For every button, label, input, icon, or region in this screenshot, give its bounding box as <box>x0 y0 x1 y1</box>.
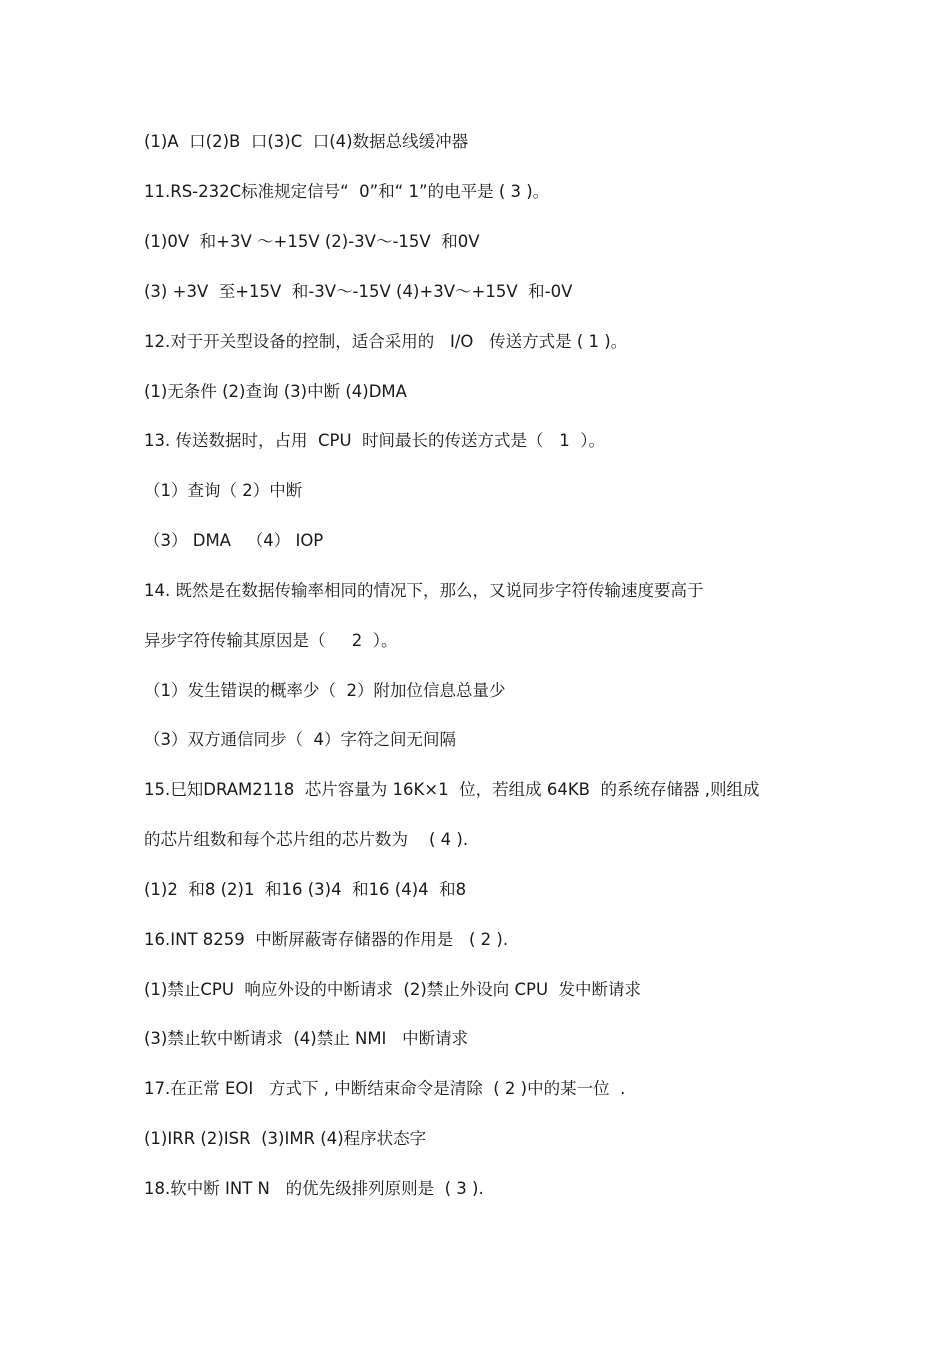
option-line-q11-a: (1)0V 和+3V ～+15V (2)-3V～-15V 和0V <box>144 232 480 251</box>
option-line-q12: (1)无条件 (2)查询 (3)中断 (4)DMA <box>144 382 407 401</box>
question-11: 11.RS-232C标准规定信号“ 0”和“ 1”的电平是 ( 3 )。 <box>144 182 550 201</box>
option-line-q14-b: （3）双方通信同步（ 4）字符之间无间隔 <box>144 730 456 749</box>
option-line-q13-b: （3） DMA （4） IOP <box>144 531 324 550</box>
question-12: 12.对于开关型设备的控制，适合采用的 I/O 传送方式是 ( 1 )。 <box>144 332 628 351</box>
option-line-q16-b: (3)禁止软中断请求 (4)禁止 NMI 中断请求 <box>144 1029 469 1048</box>
question-14-line-1: 14. 既然是在数据传输率相同的情况下，那么，又说同步字符传输速度要高于 <box>144 581 704 600</box>
option-line-q11-b: (3) +3V 至+15V 和-3V～-15V (4)+3V～+15V 和-0V <box>144 282 573 301</box>
question-14-line-2: 异步字符传输其原因是（ 2 ）。 <box>144 631 398 650</box>
option-line-q14-a: （1）发生错误的概率少（ 2）附加位信息总量少 <box>144 681 506 700</box>
option-line-q17: (1)IRR (2)ISR (3)IMR (4)程序状态字 <box>144 1129 427 1148</box>
question-13: 13. 传送数据时，占用 CPU 时间最长的传送方式是（ 1 ）。 <box>144 431 605 450</box>
question-15-line-2: 的芯片组数和每个芯片组的芯片数为 ( 4 ). <box>144 830 469 849</box>
option-line-q16-a: (1)禁止CPU 响应外设的中断请求 (2)禁止外设向 CPU 发中断请求 <box>144 980 642 999</box>
question-15-line-1: 15.巳知DRAM2118 芯片容量为 16K×1 位，若组成 64KB 的系统存储器 ,则组成 <box>144 780 760 799</box>
option-line-q10: (1)A 口(2)B 口(3)C 口(4)数据总线缓冲器 <box>144 132 469 151</box>
option-line-q15: (1)2 和8 (2)1 和16 (3)4 和16 (4)4 和8 <box>144 880 467 899</box>
question-16: 16.INT 8259 中断屏蔽寄存储器的作用是 ( 2 ). <box>144 930 509 949</box>
option-line-q13-a: （1）查询（ 2）中断 <box>144 481 303 500</box>
question-17: 17.在正常 EOI 方式下 , 中断结束命令是清除 ( 2 )中的某一位 . <box>144 1079 626 1098</box>
question-18: 18.软中断 INT N 的优先级排列原则是 ( 3 ). <box>144 1179 484 1198</box>
